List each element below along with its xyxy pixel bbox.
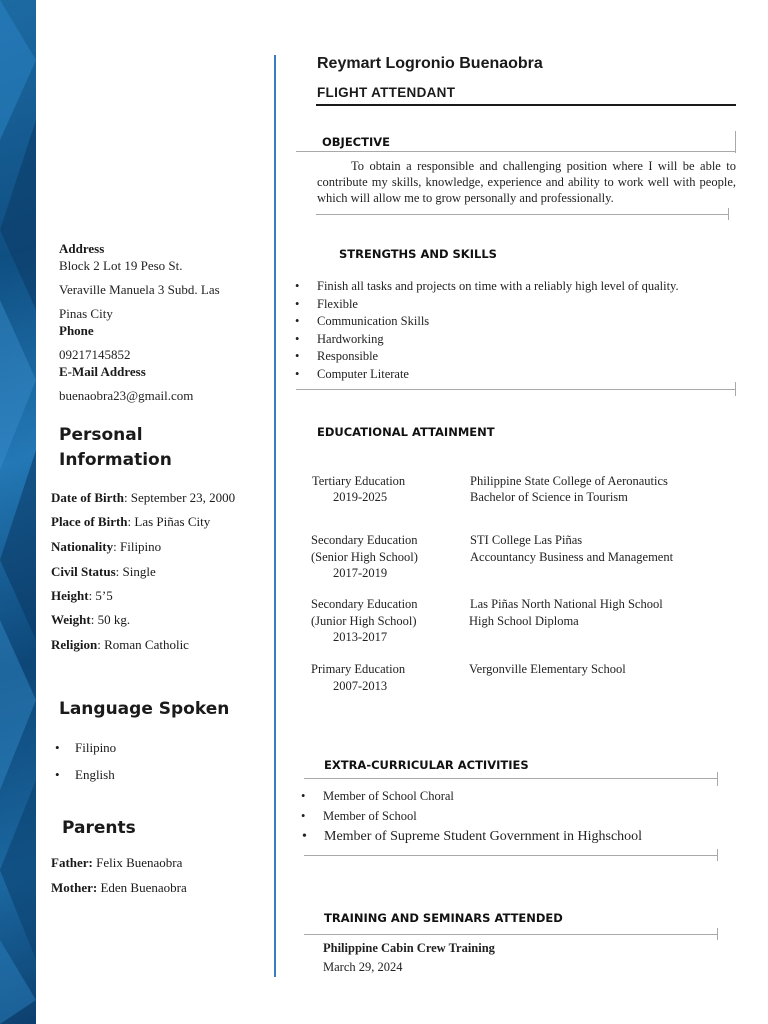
job-title: FLIGHT ATTENDANT — [317, 85, 456, 100]
personal-row: Nationality: Filipino — [51, 539, 162, 554]
personal-row: Religion: Roman Catholic — [51, 637, 189, 652]
activity-item: • Member of School Choral — [323, 789, 454, 804]
father-row: Father: Felix Buenaobra — [51, 855, 183, 870]
education-level: Secondary Education — [311, 597, 418, 611]
divider-tick — [735, 382, 736, 396]
skill-item: • Computer Literate — [317, 367, 409, 382]
personal-row: Weight: 50 kg. — [51, 612, 131, 627]
phone-value: 09217145852 — [59, 347, 131, 362]
divider-tick — [735, 131, 736, 153]
divider — [304, 934, 718, 935]
divider-tick — [728, 208, 729, 220]
education-years: 2019-2025 — [333, 490, 388, 504]
phone-label: Phone — [59, 323, 94, 338]
education-heading: EDUCATIONAL ATTAINMENT — [317, 425, 495, 439]
education-school: Vergonville Elementary School — [469, 662, 626, 676]
education-program: High School Diploma — [469, 614, 579, 628]
education-sublevel: (Junior High School) — [311, 614, 417, 628]
training-title: Philippine Cabin Crew Training — [323, 941, 495, 955]
address-line-1: Block 2 Lot 19 Peso St. — [59, 258, 183, 273]
education-sublevel: (Senior High School) — [311, 550, 418, 564]
parents-heading: Parents — [62, 818, 136, 838]
activity-item: • Member of School — [323, 809, 417, 824]
education-school: Philippine State College of Aeronautics — [470, 474, 668, 488]
education-school: Las Piñas North National High School — [470, 597, 663, 611]
divider — [304, 778, 718, 779]
skill-item: • Finish all tasks and projects on time with a reliably high level of quality. — [317, 279, 679, 294]
address-line-2: Veraville Manuela 3 Subd. Las — [59, 282, 220, 297]
education-level: Secondary Education — [311, 533, 418, 547]
training-heading: TRAINING AND SEMINARS ATTENDED — [324, 911, 563, 925]
column-divider — [274, 55, 276, 977]
personal-row: Date of Birth: September 23, 2000 — [51, 490, 236, 505]
email-label: E-Mail Address — [59, 364, 146, 379]
education-level: Primary Education — [311, 662, 406, 676]
personal-row: Place of Birth: Las Piñas City — [51, 514, 211, 529]
email-value: buenaobra23@gmail.com — [59, 388, 194, 403]
skill-item: • Responsible — [317, 349, 378, 364]
divider — [304, 855, 718, 856]
skills-heading: STRENGTHS AND SKILLS — [339, 247, 497, 261]
divider-tick — [717, 772, 718, 786]
language-item: • English — [75, 767, 115, 783]
education-program: Accountancy Business and Management — [470, 550, 674, 564]
education-years: 2017-2019 — [333, 566, 388, 580]
mother-row: Mother: Eden Buenaobra — [51, 880, 187, 895]
language-item: • Filipino — [75, 740, 116, 756]
divider — [296, 389, 736, 390]
divider-tick — [717, 849, 718, 861]
education-years: 2007-2013 — [333, 679, 388, 693]
personal-row: Civil Status: Single — [51, 564, 156, 579]
sidebar — [0, 0, 270, 1024]
divider — [316, 214, 729, 215]
education-level: Tertiary Education — [312, 474, 406, 488]
divider — [296, 151, 736, 152]
divider-tick — [717, 928, 718, 940]
skill-item: • Flexible — [317, 297, 358, 312]
objective-heading: OBJECTIVE — [322, 135, 390, 149]
address-label: Address — [59, 241, 105, 256]
education-school: STI College Las Piñas — [470, 533, 583, 547]
objective-text: To obtain a responsible and challenging position where I will be able to contribute my skills, knowledge, experience and ability to work well with people, which will allow me to grow personally and professionally. — [317, 159, 736, 205]
activities-heading: EXTRA-CURRICULAR ACTIVITIES — [324, 758, 529, 772]
personal-row: Height: 5’5 — [51, 588, 113, 603]
personal-info-heading: Personal Information — [59, 425, 172, 470]
activity-item: • Member of Supreme Student Government in Highschool — [324, 829, 642, 845]
training-date: March 29, 2024 — [323, 960, 403, 974]
language-heading: Language Spoken — [59, 699, 230, 719]
address-line-3: Pinas City — [59, 306, 113, 321]
education-years: 2013-2017 — [333, 630, 388, 644]
title-rule — [316, 104, 736, 106]
skill-item: • Communication Skills — [317, 314, 429, 329]
education-program: Bachelor of Science in Tourism — [470, 490, 628, 504]
applicant-name: Reymart Logronio Buenaobra — [317, 55, 543, 72]
skill-item: • Hardworking — [317, 332, 384, 347]
